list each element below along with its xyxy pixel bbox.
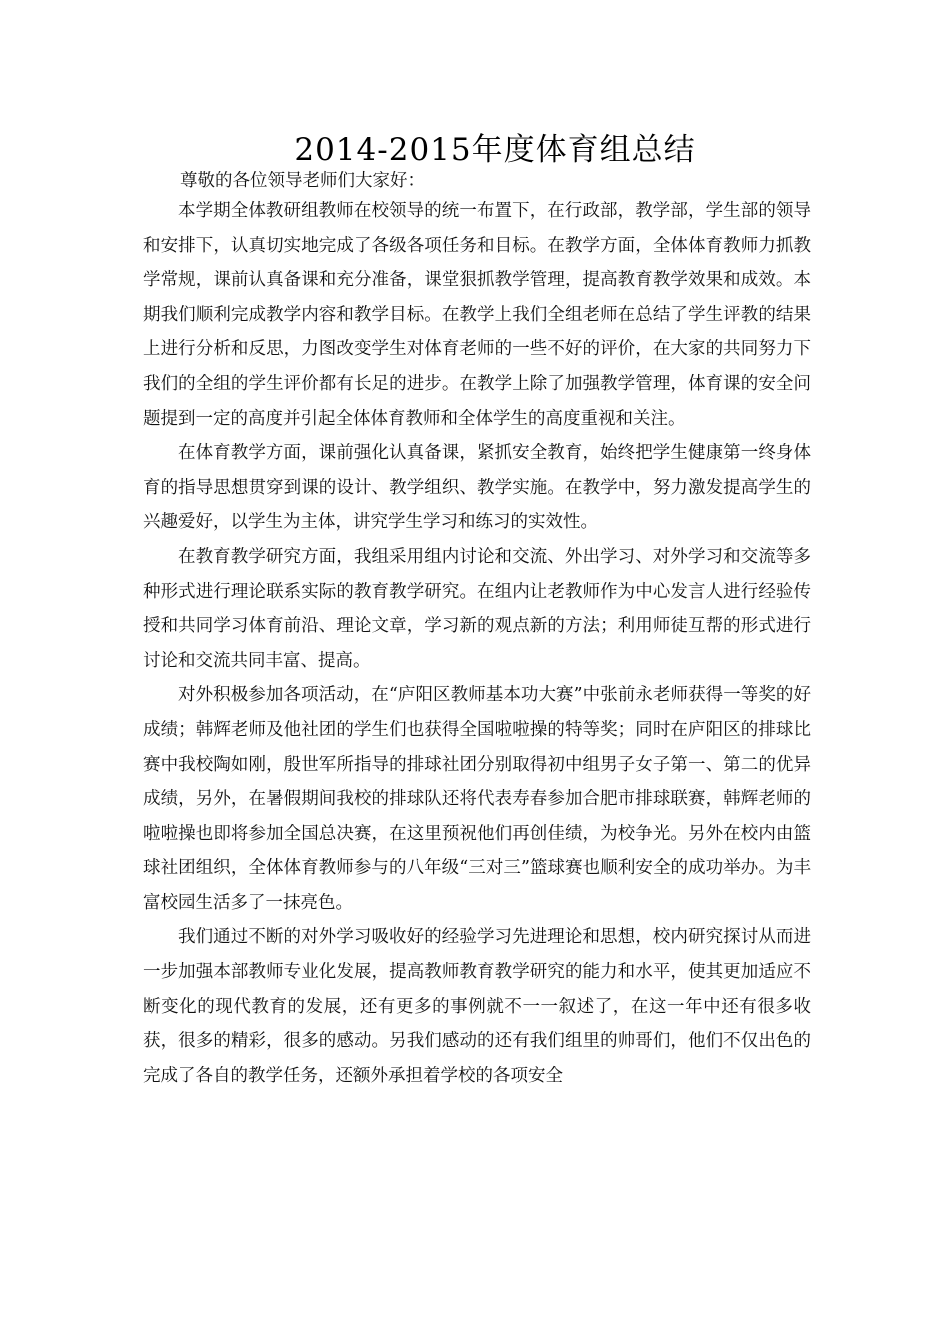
paragraph: 本学期全体教研组教师在校领导的统一布置下，在行政部，教学部，学生部的领导和安排下，认真切实地完成了各级各项任务和目标。在教学方面，全体体育教师力抓教学常规，课前认真备课和充分准备，课堂狠抓教学管理，提高教育教学效果和成效。本期我们顺利完成教学内容和教学目标。在教学上我们全组老师在总结了学生评教的结果上进行分析和反思，力图改变学生对体育老师的一些不好的评价，在大家的共同努力下我们的全组的学生评价都有长足的进步。在教学上除了加强教学管理，体育课的安全问题提到一定的高度并引起全体体育教师和全体学生的高度重视和关注。 — [143, 201, 811, 429]
document-title: 2014-2015年度体育组总结 — [294, 132, 696, 168]
paragraph: 在教育教学研究方面，我组采用组内讨论和交流、外出学习、对外学习和交流等多种形式进行理论联系实际的教育教学研究。在组内让老教师作为中心发言人进行经验传授和共同学习体育前沿、理论文章，学习新的观点新的方法；利用师徒互帮的形式进行讨论和交流共同丰富、提高。 — [143, 546, 811, 671]
salutation: 尊敬的各位领导老师们大家好： — [180, 171, 425, 191]
paragraph: 在体育教学方面，课前强化认真备课，紧抓安全教育，始终把学生健康第一终身体育的指导思想贯穿到课的设计、教学组织、教学实施。在教学中，努力激发提高学生的兴趣爱好，以学生为主体，讲究学生学习和练习的实效性。 — [143, 443, 811, 533]
paragraph: 我们通过不断的对外学习吸收好的经验学习先进理论和思想，校内研究探讨从而进一步加强本部教师专业化发展，提高教师教育教学研究的能力和水平，使其更加适应不断变化的现代教育的发展，还有更多的事例就不一一叙述了，在这一年中还有很多收获，很多的精彩，很多的感动。另我们感动的还有我们组里的帅哥们，他们不仅出色的完成了各自的教学任务，还额外承担着学校的各项安全 — [143, 927, 811, 1086]
document-body — [143, 171, 811, 1093]
paragraph: 对外积极参加各项活动，在“庐阳区教师基本功大赛”中张前永老师获得一等奖的好成绩；韩辉老师及他社团的学生们也获得全国啦啦操的特等奖；同时在庐阳区的排球比赛中我校陶如刚，殷世军所指导的排球社团分别取得初中组男子女子第一、第二的优异成绩，另外，在暑假期间我校的排球队还将代表寿春参加合肥市排球联赛，韩辉老师的啦啦操也即将参加全国总决赛，在这里预祝他们再创佳绩，为校争光。另外在校内由篮球社团组织，全体体育教师参与的八年级“三对三”篮球赛也顺利安全的成功举办。为丰富校园生活多了一抹亮色。 — [143, 685, 811, 913]
